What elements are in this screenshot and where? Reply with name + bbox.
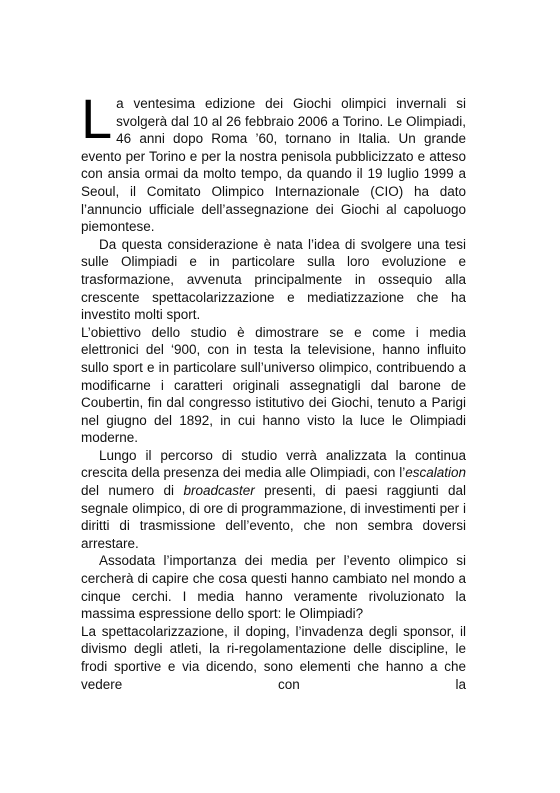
- paragraph-4-italic-escalation: escalation: [405, 465, 466, 481]
- paragraph-1-text: a ventesima edizione dei Giochi olimpici invernali si svolgerà dal 10 al 26 febbraio 2006 a Torino. Le Olimpiadi, 46 anni dopo Roma ’60, tornano in Italia. Un grande evento per Torino e per la nostra penisola pubblicizzato e atteso con ansia ormai da molto tempo, da quando il 19 luglio 1999 a Seoul, il Comitato Olimpico Internazionale (CIO) ha dato l’annuncio ufficiale dell’assegnazione dei Giochi al capoluogo piemontese.: [81, 96, 466, 235]
- paragraph-1: [81, 87, 466, 236]
- paragraph-4-text-c: presenti, di paesi raggiunti dal segnale olimpico, di ore di programmazione, di investimenti per i diritti di trasmissione dell’evento, che non sembra doversi arrestare.: [81, 483, 466, 551]
- paragraph-3-text: L’obiettivo dello studio è dimostrare se e come i media elettronici del ‘900, con in testa la televisione, hanno influito sullo sport e in particolare sull’universo olimpico, contribuendo a modificarne i caratteri originali assegnatigli dal barone de Coubertin, fin dal congresso istitutivo dei Giochi, tenuto a Parigi nel giugno del 1892, in cui hanno visto la luce le Olimpiadi moderne.: [81, 324, 466, 446]
- paragraph-5-text: Assodata l’importanza dei media per l’evento olimpico si cercherà di capire che cosa questi hanno cambiato nel mondo a cinque cerchi. I media hanno veramente rivoluzionato la massima espressione dello sport: le Olimpiadi?: [81, 553, 466, 622]
- paragraph-6: [81, 623, 466, 693]
- paragraph-4-italic-broadcaster: broadcaster: [183, 483, 255, 499]
- paragraph-5: [81, 552, 466, 622]
- paragraph-2: [81, 236, 466, 324]
- paragraph-2-text: Da questa considerazione è nata l’idea di svolgere una tesi sulle Olimpiadi e in particolare sulla loro evoluzione e trasformazione, avvenuta principalmente in ossequio alla crescente spettacolarizzazione e mediatizzazione che ha investito molti sport.: [81, 236, 466, 323]
- drop-cap: L: [81, 87, 113, 150]
- paragraph-3: [81, 324, 466, 447]
- paragraph-4-text-a: Lungo il percorso di studio verrà analizzata la continua crescita della presenza dei media alle Olimpiadi, con l’: [81, 447, 466, 481]
- paragraph-6-text: La spettacolarizzazione, il doping, l’invadenza degli sponsor, il divismo degli atleti, la ri-regolamentazione delle discipline, le frodi sportive e via dicendo, sono elementi che hanno a che vedere con la: [81, 623, 466, 692]
- body-text: [81, 87, 466, 693]
- paragraph-4: [81, 447, 466, 553]
- paragraph-4-text-b: del numero di: [81, 483, 184, 499]
